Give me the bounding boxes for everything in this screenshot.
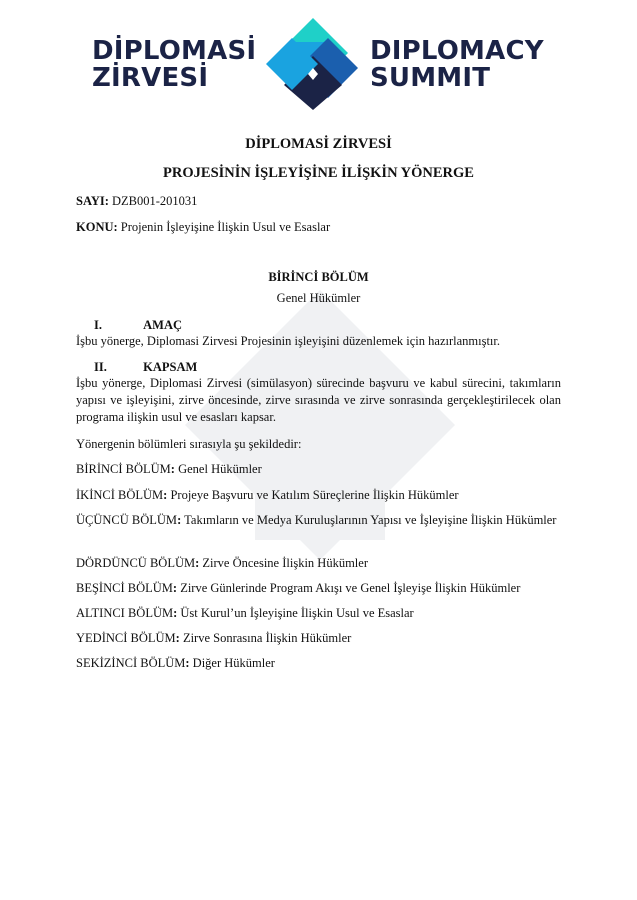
brand-english bbox=[370, 38, 544, 92]
chapter-item: ÜÇÜNCÜ BÖLÜM: Takımların ve Medya Kuruluşlarının Yapısı ve İşleyişine İlişkin Hükümler bbox=[76, 513, 557, 527]
chapter-label: BEŞİNCİ BÖLÜM bbox=[76, 581, 173, 595]
chapter-title: Üst Kurul’un İşleyişine İlişkin Usul ve Esaslar bbox=[180, 606, 414, 620]
amac-heading bbox=[76, 317, 561, 334]
document-title-line2: PROJESİNİN İŞLEYİŞİNE İLİŞKİN YÖNERGE bbox=[163, 165, 474, 181]
chapter-label: İKİNCİ BÖLÜM bbox=[76, 488, 164, 502]
section-title: BİRİNCİ BÖLÜM bbox=[268, 270, 369, 284]
chapter-item: SEKİZİNCİ BÖLÜM: Diğer Hükümler bbox=[76, 656, 275, 670]
brand-english-line1: DIPLOMACY bbox=[370, 36, 544, 66]
chapter-label: ÜÇÜNCÜ BÖLÜM bbox=[76, 513, 178, 527]
chapter-item: YEDİNCİ BÖLÜM: Zirve Sonrasına İlişkin Hükümler bbox=[76, 631, 352, 645]
chapter-title: Projeye Başvuru ve Katılım Süreçlerine İlişkin Hükümler bbox=[170, 488, 459, 502]
sayi-value: DZB001-201031 bbox=[112, 194, 198, 208]
chapter-label: ALTINCI BÖLÜM bbox=[76, 606, 174, 620]
amac-title: AMAÇ bbox=[143, 318, 183, 332]
document-header bbox=[0, 0, 637, 120]
chapter-label: SEKİZİNCİ BÖLÜM bbox=[76, 656, 186, 670]
kapsam-number: II. bbox=[94, 360, 107, 374]
chapter-title: Takımların ve Medya Kuruluşlarının Yapısı ve İşleyişine İlişkin Hükümler bbox=[184, 513, 557, 527]
sayi-line bbox=[76, 193, 561, 210]
sayi-label: SAYI: bbox=[76, 194, 109, 208]
brand-turkish bbox=[92, 38, 256, 92]
konu-label: KONU: bbox=[76, 220, 118, 234]
chapter-label: YEDİNCİ BÖLÜM bbox=[76, 631, 176, 645]
amac-text: İşbu yönerge, Diplomasi Zirvesi Projesinin işleyişini düzenlemek için hazırlanmıştır. bbox=[76, 334, 500, 348]
document-title-line1: DİPLOMASİ ZİRVESİ bbox=[245, 136, 392, 152]
chapter-item: İKİNCİ BÖLÜM: Projeye Başvuru ve Katılım Süreçlerine İlişkin Hükümler bbox=[76, 488, 459, 502]
brand-turkish-line1: DİPLOMASİ bbox=[92, 36, 257, 66]
chapter-title: Diğer Hükümler bbox=[192, 656, 275, 670]
konu-line bbox=[76, 219, 561, 236]
kapsam-text: İşbu yönerge, Diplomasi Zirvesi (simülasyon) sürecinde başvuru ve kabul sürecini, takımların yapısı ve işleyişini, zirve öncesinde, zirve sırasında ve zirve sonrasında gerçekleştirilecek olan programa ilişkin usul ve esasları kapsar. bbox=[76, 376, 561, 424]
chapter-item: ALTINCI BÖLÜM: Üst Kurul’un İşleyişine İlişkin Usul ve Esaslar bbox=[76, 606, 414, 620]
amac-number: I. bbox=[94, 318, 102, 332]
chapter-label: BİRİNCİ BÖLÜM bbox=[76, 462, 171, 476]
brand-english-line2: SUMMIT bbox=[370, 63, 491, 93]
chapter-item: BEŞİNCİ BÖLÜM: Zirve Günlerinde Program Akışı ve Genel İşleyişe İlişkin Hükümler bbox=[76, 581, 521, 595]
section-subtitle: Genel Hükümler bbox=[276, 291, 361, 305]
konu-value: Projenin İşleyişine İlişkin Usul ve Esaslar bbox=[120, 220, 331, 234]
chapter-title: Genel Hükümler bbox=[178, 462, 262, 476]
chapter-label: DÖRDÜNCÜ BÖLÜM bbox=[76, 556, 196, 570]
chapter-item: DÖRDÜNCÜ BÖLÜM: Zirve Öncesine İlişkin Hükümler bbox=[76, 556, 368, 570]
diplomasi-zirvesi-logo bbox=[262, 16, 364, 112]
chapter-item: BİRİNCİ BÖLÜM: Genel Hükümler bbox=[76, 462, 262, 476]
chapter-title: Zirve Öncesine İlişkin Hükümler bbox=[202, 556, 368, 570]
chapters-intro: Yönergenin bölümleri sırasıyla şu şekildedir: bbox=[76, 437, 302, 451]
kapsam-title: KAPSAM bbox=[143, 360, 198, 374]
chapter-title: Zirve Günlerinde Program Akışı ve Genel İşleyişe İlişkin Hükümler bbox=[180, 581, 521, 595]
brand-turkish-line2: ZİRVESİ bbox=[92, 63, 209, 93]
chapter-title: Zirve Sonrasına İlişkin Hükümler bbox=[182, 631, 352, 645]
kapsam-heading bbox=[76, 359, 561, 376]
